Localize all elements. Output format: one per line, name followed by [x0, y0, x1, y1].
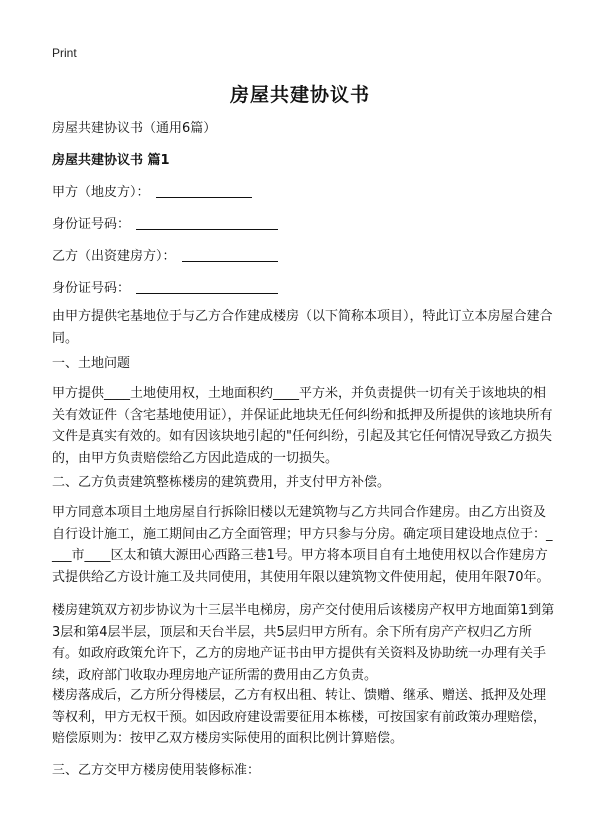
document-subtitle: 房屋共建协议书（通用6篇）: [52, 121, 217, 136]
construction-paragraph: 甲方同意本项目土地房屋自行拆除旧楼以无建筑物与乙方共同合作建房。由乙方出资及自行设计施工，施工期间由乙方全面管理；甲方只参与分房。确定项目建设地点位于：____市____区太和镇大源田心西路三巷1号。甲方将本项目自有土地使用权以合作建房方式提供给乙方设计施工及共同使用，其使用年限以建筑物文件使用起，使用年限70年。: [52, 505, 553, 585]
party-b-field: [52, 246, 278, 268]
land-paragraph: 甲方提供____土地使用权，土地面积约____平方米，并负责提供一切有关于该地块的相关有效证件（含宅基地使用证），并保证此地块无任何纠纷和抵押及所提供的该地块所有文件是真实有效的。如有因该块地引起的"任何纠纷，引起及其它任何情况导致乙方损失的，由甲方负责赔偿给乙方因此造成的一切损失。: [52, 386, 553, 466]
intro-paragraph: 由甲方提供宅基地位于与乙方合作建成楼房（以下简称本项目），特此订立本房屋合建合同。: [52, 309, 553, 346]
party-a-blank: [156, 183, 252, 198]
party-a-field: [52, 182, 252, 204]
heading-land: 一、土地问题: [52, 356, 131, 371]
id-a-blank: [136, 215, 278, 230]
id-b-blank: [136, 279, 278, 294]
party-a-label: 甲方（地皮方）：: [52, 185, 150, 200]
party-b-label: 乙方（出资建房方）：: [52, 249, 176, 264]
id-a-label: 身份证号码：: [52, 217, 131, 232]
section-heading: 房屋共建协议书 篇1: [52, 153, 170, 168]
id-b-label: 身份证号码：: [52, 281, 131, 296]
ownership-paragraph: 楼房建筑双方初步协议为十三层半电梯房，房产交付使用后该楼房产权甲方地面第1到第3层和第4层半层，顶层和天台半层，共5层归甲方所有。余下所有房产产权归乙方所有。如政府政策允许下，乙方的房地产证书由甲方提供有关资料及协助统一办理有关手续，政府部门收取办理房地产证所需的费用由乙方负责。: [52, 603, 555, 683]
heading-construction-cost: 二、乙方负责建筑整栋楼房的建筑费用，并支付甲方补偿。: [52, 475, 391, 490]
heading-decoration-standard: 三、乙方交甲方楼房使用装修标准：: [52, 763, 261, 778]
document-title: 房屋共建协议书: [229, 84, 370, 106]
print-link[interactable]: Print: [52, 46, 77, 60]
id-a-field: [52, 214, 278, 236]
party-b-blank: [182, 247, 278, 262]
rights-paragraph: 楼房落成后，乙方所分得楼层，乙方有权出租、转让、馈赠、继承、赠送、抵押及处理等权利，甲方无权干预。如因政府建设需要征用本栋楼，可按国家有前政策办理赔偿，赔偿原则为：按甲乙双方楼房实际使用的面积比例计算赔偿。: [52, 688, 547, 746]
id-b-field: [52, 278, 278, 300]
